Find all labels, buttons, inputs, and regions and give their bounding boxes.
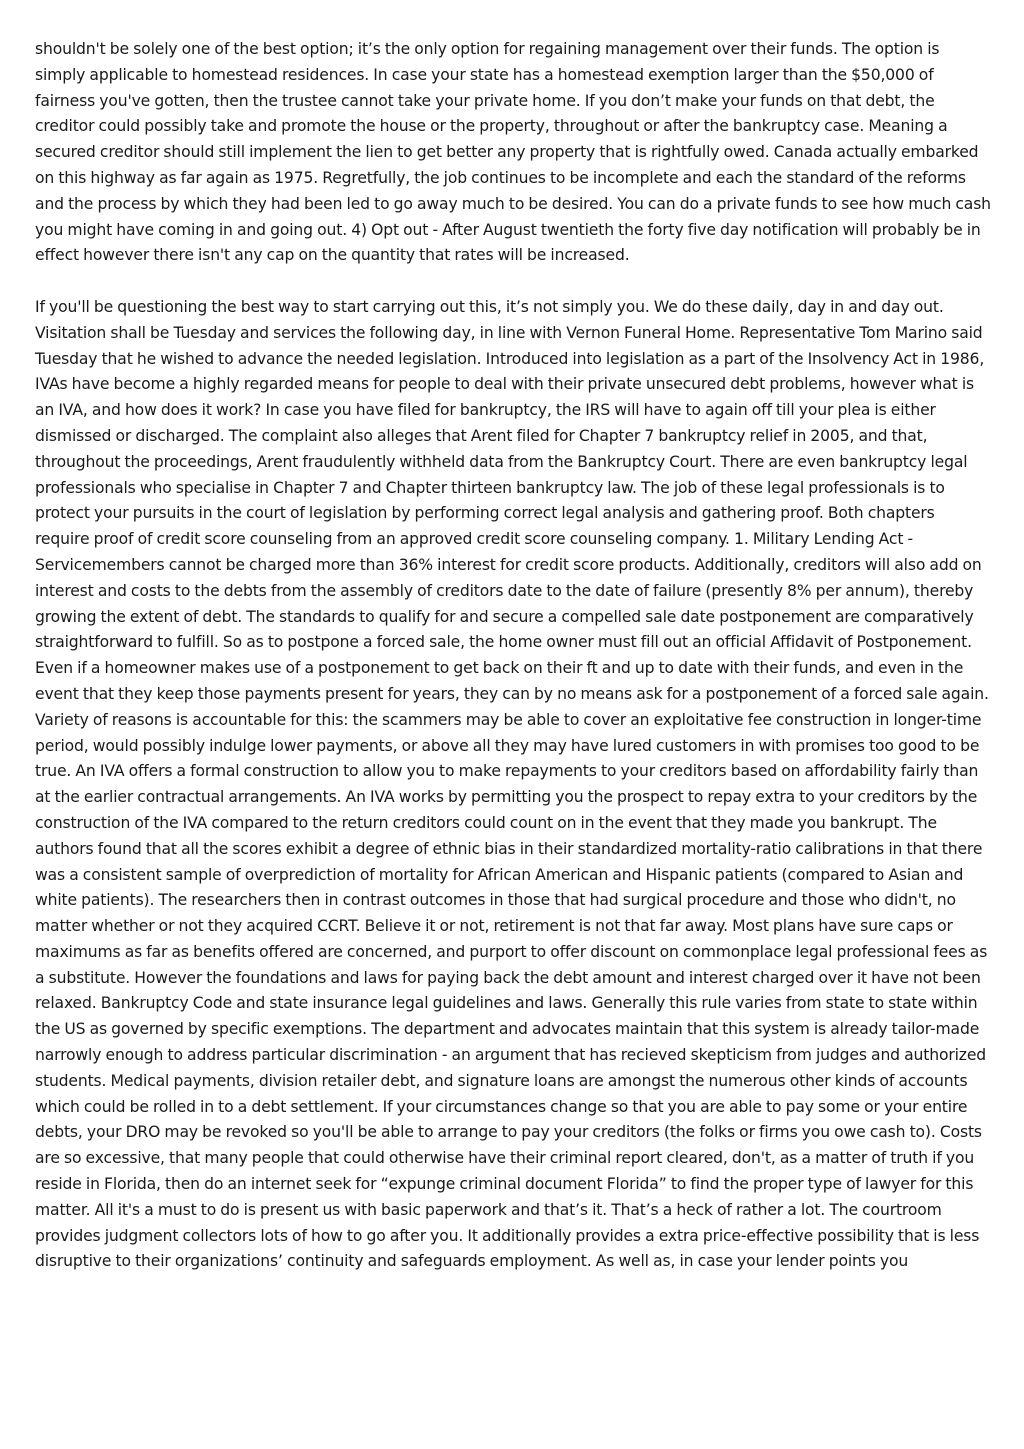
paragraph-1: shouldn't be solely one of the best option; it’s the only option for regaining management over their funds. The option is simply applicable to homestead residences. In case your state has a homestead exemption larger than the $50,000 of fairness you've gotten, then the trustee cannot take your private home. If you don’t make your funds on that debt, the creditor could possibly take and promote the house or the property, throughout or after the bankruptcy case. Meaning a secured creditor should still implement the lien to get better any property that is rightfully owed. Canada actually embarked on this highway as far again as 1975. Regretfully, the job continues to be incomplete and each the standard of the reforms and the process by which they had been led to go away much to be desired. You can do a private funds to see how much cash you might have coming in and going out. 4) Opt out - After August twentieth the forty five day notification will probably be in effect however there isn't any cap on the quantity that rates will be increased. [35,40,991,265]
paragraph-2: If you'll be questioning the best way to start carrying out this, it’s not simply you. We do these daily, day in and day out. Visitation shall be Tuesday and services the following day, in line with Vernon Funeral Home. Representative Tom Marino said Tuesday that he wished to advance the needed legislation. Introduced into legislation as a part of the Insolvency Act in 1986, IVAs have become a highly regarded means for people to deal with their private unsecured debt problems, however what is an IVA, and how does it work? In case you have filed for bankruptcy, the IRS will have to again off till your plea is either dismissed or discharged. The complaint also alleges that Arent filed for Chapter 7 bankruptcy relief in 2005, and that, throughout the proceedings, Arent fraudulently withheld data from the Bankruptcy Court. There are even bankruptcy legal professionals who specialise in Chapter 7 and Chapter thirteen bankruptcy law. The job of these legal professionals is to protect your pursuits in the court of legislation by performing correct legal analysis and gathering proof. Both chapters require proof of credit score counseling from an approved credit score counseling company. 1. Military Lending Act - Servicemembers cannot be charged more than 36% interest for credit score products. Additionally, creditors will also add on interest and costs to the debts from the assembly of creditors date to the date of failure (presently 8% per annum), thereby growing the extent of debt. The standards to qualify for and secure a compelled sale date postponement are comparatively straightforward to fulfill. So as to postpone a forced sale, the home owner must fill out an official Affidavit of Postponement. Even if a homeowner makes use of a postponement to get back on their ft and up to date with their funds, and even in the event that they keep those payments present for years, they can by no means ask for a postponement of a forced sale again. Variety of reasons is accountable for this: the scammers may be able to cover an exploitative fee construction in longer-time period, would possibly indulge lower payments, or above all they may have lured customers in with promises too good to be true. An IVA offers a formal construction to allow you to make repayments to your creditors based on affordability fairly than at the earlier contractual arrangements. An IVA works by permitting you the prospect to repay extra to your creditors by the construction of the IVA compared to the return creditors could count on in the event that they made you bankrupt. The authors found that all the scores exhibit a degree of ethnic bias in their standardized mortality-ratio calibrations in that there was a consistent sample of overprediction of mortality for African American and Hispanic patients (compared to Asian and white patients). The researchers then in contrast outcomes in those that had surgical procedure and those who didn't, no matter whether or not they acquired CCRT. Believe it or not, retirement is not that far away. Most plans have sure caps or maximums as far as benefits offered are concerned, and purport to offer discount on commonplace legal professional fees as a substitute. However the foundations and laws for paying back the debt amount and interest charged over it have not been relaxed. Bankruptcy Code and state insurance legal guidelines and laws. Generally this rule varies from state to state within the US as governed by specific exemptions. The department and advocates maintain that this system is already tailor-made narrowly enough to address particular discrimination - an argument that has recieved skepticism from judges and authorized students. Medical payments, division retailer debt, and signature loans are amongst the numerous other kinds of accounts which could be rolled in to a debt settlement. If your circumstances change so that you are able to pay some or your entire debts, your DRO may be revoked so you'll be able to arrange to pay your creditors (the folks or firms you owe cash to). Costs are so excessive, that many people that could otherwise have their criminal report cleared, don't, as a matter of truth if you reside in Florida, then do an internet seek for “expunge criminal document Florida” to find the proper type of lawyer for this matter. All it's a must to do is present us with basic paperwork and that’s it. That’s a heck of rather a lot. The courtroom provides judgment collectors lots of how to go after you. It additionally provides a extra price-effective possibility that is less disruptive to their organizations’ continuity and safeguards employment. As well as, in case your lender points you [35,297,989,1271]
document-body [35,37,991,1275]
